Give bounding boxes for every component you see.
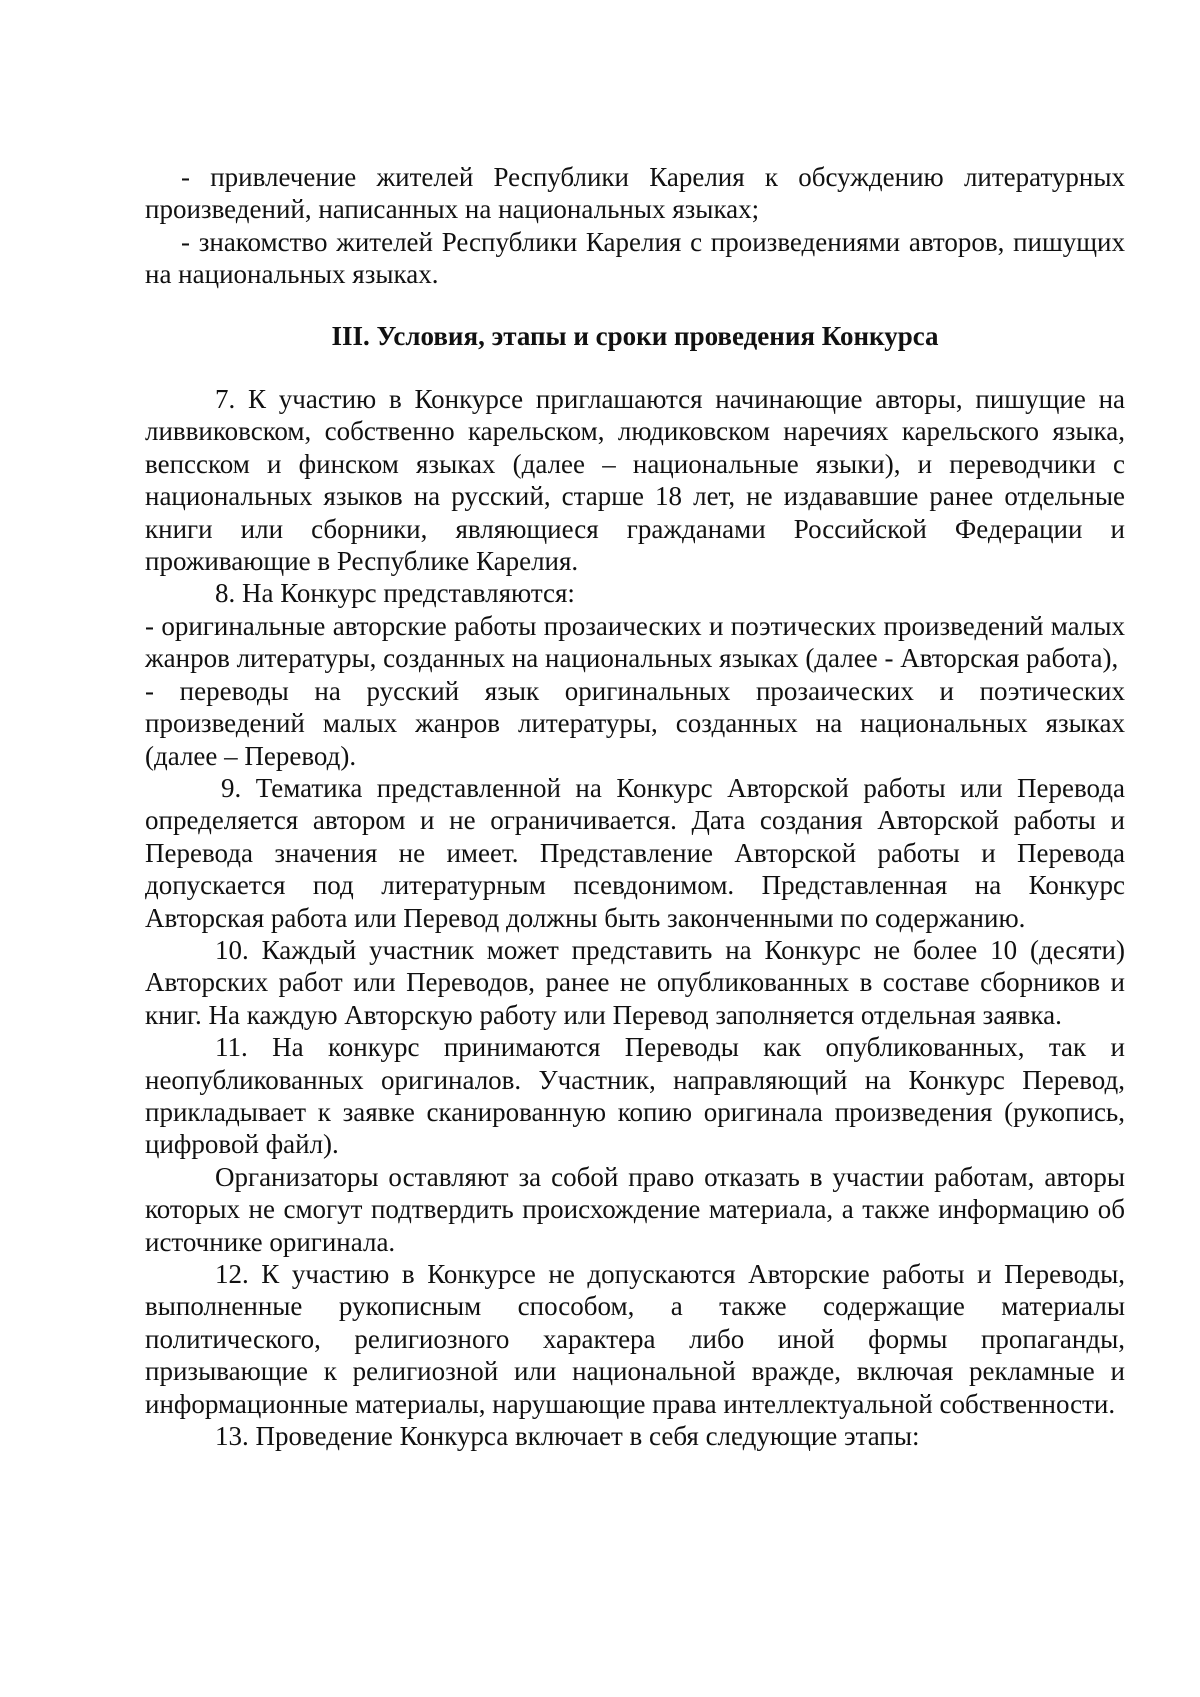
- paragraph-9: 9. Тематика представленной на Конкурс Авторской работы или Перевода определяется автором и не ограничивается. Дата создания Авторской работы и Перевода значения не имеет. Представление Авторской работы и Перевода допускается под литературным псевдонимом. Представленная на Конкурс Авторская работа или Перевод должны быть законченными по содержанию.: [145, 772, 1125, 933]
- paragraph-13: 13. Проведение Конкурса включает в себя следующие этапы:: [215, 1421, 920, 1452]
- paragraph-12: 12. К участию в Конкурсе не допускаются Авторские работы и Переводы, выполненные рукописным способом, а также содержащие материалы политического, религиозного характера либо иной формы пропаганды, призывающие к религиозной или национальной вражде, включая рекламные и информационные материалы, нарушающие права интеллектуальной собственности.: [145, 1259, 1125, 1419]
- goal-item-discussion: - привлечение жителей Республики Карелия к обсуждению литературных произведений, написанных на национальных языках;: [145, 162, 1125, 225]
- goal-item-acquaintance: - знакомство жителей Республики Карелия с произведениями авторов, пишущих на национальных языках.: [145, 226, 1125, 290]
- paragraph-10: 10. Каждый участник может представить на Конкурс не более 10 (десяти) Авторских работ или Переводов, ранее не опубликованных в составе сборников и книг. На каждую Авторскую работу или Перевод заполняется отдельная заявка.: [145, 934, 1125, 1030]
- paragraph-11-note: Организаторы оставляют за собой право отказать в участии работам, авторы которых не смогут подтвердить происхождение материала, а также информацию об источнике оригинала.: [145, 1161, 1125, 1257]
- section-heading: III. Условия, этапы и сроки проведения Конкурса: [331, 320, 939, 351]
- paragraph-8-item-authored: - оригинальные авторские работы прозаических и поэтических произведений малых жанров литературы, созданных на национальных языках (далее - Авторская работа),: [145, 610, 1125, 674]
- paragraph-8: 8. На Конкурс представляются:: [215, 578, 575, 609]
- paragraph-7: 7. К участию в Конкурсе приглашаются начинающие авторы, пишущие на ливвиковском, собственно карельском, людиковском наречиях карельского языка, вепсском и финском языках (далее – национальные языки), и переводчики с национальных языков на русский, старше 18 лет, не издававшие ранее отдельные книги или сборники, являющиеся гражданами Российской Федерации и проживающие в Республике Карелия.: [145, 384, 1125, 577]
- paragraph-11: 11. На конкурс принимаются Переводы как опубликованных, так и неопубликованных оригиналов. Участник, направляющий на Конкурс Перевод, прикладывает к заявке сканированную копию оригинала произведения (рукопись, цифровой файл).: [145, 1032, 1125, 1160]
- paragraph-8-item-translation: - переводы на русский язык оригинальных прозаических и поэтических произведений малых жанров литературы, созданных на национальных языках (далее – Перевод).: [145, 675, 1125, 771]
- document-body: [145, 161, 1125, 1452]
